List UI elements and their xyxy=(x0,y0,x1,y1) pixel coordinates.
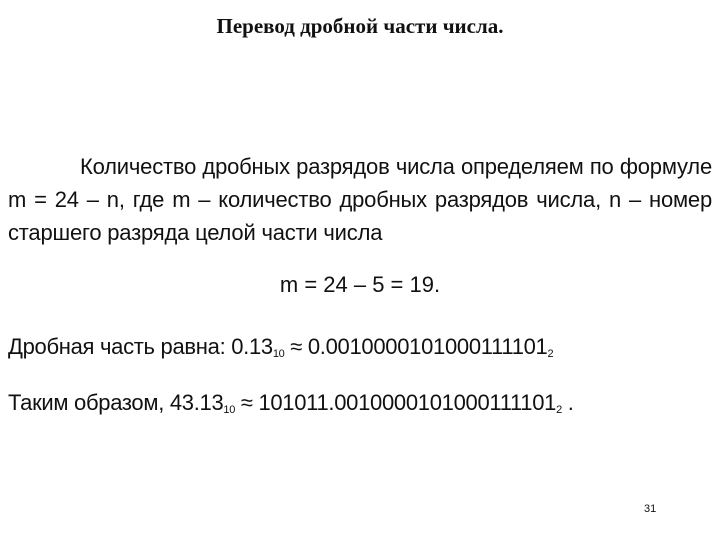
fraction-base-from: 10 xyxy=(272,348,285,360)
fraction-base-to: 2 xyxy=(547,348,554,360)
result-base-from: 10 xyxy=(223,404,236,416)
page-number: 31 xyxy=(644,503,657,515)
result-prefix: Таким образом, 43.13 xyxy=(8,390,224,415)
formula-m: m = 24 – 5 = 19. xyxy=(279,272,441,297)
result-line xyxy=(8,390,574,416)
result-base-to: 2 xyxy=(556,404,562,416)
result-suffix: . xyxy=(561,390,574,415)
result-value: 101011.0010000101000111101 xyxy=(258,390,557,415)
explanation-paragraph: Количество дробных разрядов числа определяем по формуле m = 24 – n, где m – количество дробных разрядов числа, n – номер старшего разряда целой части числа xyxy=(8,154,712,245)
fraction-approx: ≈ xyxy=(284,334,308,359)
fraction-prefix: Дробная часть равна: 0.13 xyxy=(8,334,273,359)
fraction-line xyxy=(8,334,553,360)
slide-title: Перевод дробной части числа. xyxy=(216,14,504,38)
result-approx: ≈ xyxy=(235,390,259,415)
fraction-value: 0.0010000101000111101 xyxy=(307,334,548,359)
